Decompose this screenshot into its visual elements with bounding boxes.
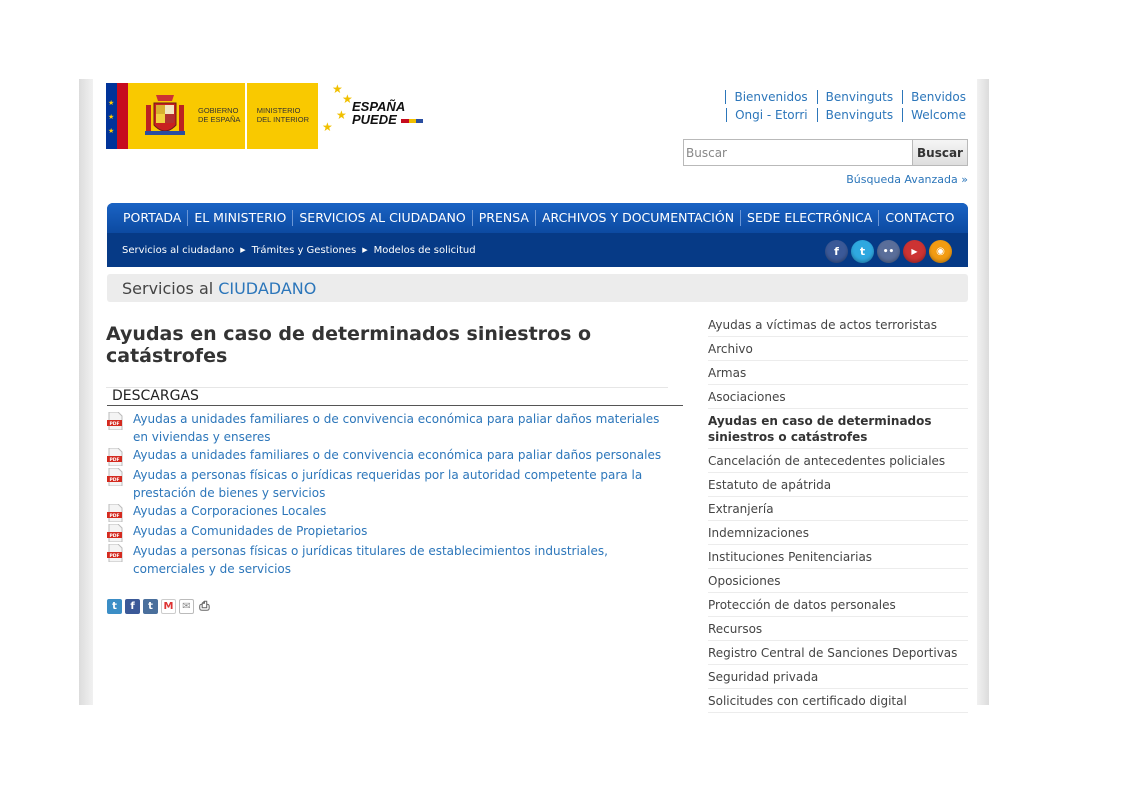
svg-text:PDF: PDF [109,534,120,539]
download-item [107,466,667,502]
nav-item-contacto[interactable]: CONTACTO [878,210,960,226]
lang-link-en[interactable]: Welcome [902,108,966,122]
download-link[interactable]: Ayudas a personas físicas o jurídicas titulares de establecimientos industriales, comerciales y de servicios [133,544,608,576]
sidebar-item[interactable]: Oposiciones [708,569,968,593]
gmail-share-icon[interactable]: M [161,599,176,614]
sidebar-item[interactable]: Estatuto de apátrida [708,473,968,497]
page-shadow-right [977,79,989,705]
download-link[interactable]: Ayudas a Corporaciones Locales [133,504,327,518]
breadcrumb-item[interactable]: Trámites y Gestiones [251,244,357,256]
sidebar-item[interactable]: Registro Central de Sanciones Deportivas [708,641,968,665]
facebook-share-icon[interactable]: f [125,599,140,614]
puede-line2: PUEDE [352,112,397,127]
pdf-icon [107,544,123,562]
espana-puede-logo[interactable]: ★ ★ ★ ★ ESPAÑA PUEDE [320,82,430,136]
pdf-icon [107,448,123,466]
pdf-icon [107,412,123,430]
tuenti-share-icon[interactable]: t [143,599,158,614]
download-item [107,502,667,522]
downloads-section [107,388,683,578]
search-form [683,139,968,166]
download-link[interactable]: Ayudas a personas físicas o jurídicas requeridas por la autoridad competente para la prestación de bienes y servicios [133,468,643,500]
twitter-icon[interactable]: t [851,240,874,263]
sidebar-item[interactable]: Protección de datos personales [708,593,968,617]
sidebar-item[interactable]: Recursos [708,617,968,641]
sidebar-item[interactable]: Seguridad privada [708,665,968,689]
page-shadow-left [79,79,93,705]
page-title: Ayudas en caso de determinados siniestros o catástrofes [106,323,668,388]
pdf-icon [107,468,123,486]
rss-icon[interactable]: ◉ [929,240,952,263]
breadcrumb-arrow-icon: ▶ [362,246,368,254]
sidebar-menu [708,313,968,713]
downloads-heading: DESCARGAS [107,388,683,406]
ministerio-block [247,83,318,149]
section-prefix: Servicios al [122,278,214,298]
nav-item-prensa[interactable]: PRENSA [472,210,535,226]
social-links [825,240,952,263]
section-bar [107,274,968,302]
breadcrumb-arrow-icon: ▶ [240,246,246,254]
svg-text:PDF: PDF [109,514,120,519]
download-item [107,410,667,446]
facebook-icon[interactable]: f [825,240,848,263]
coat-of-arms-icon [144,93,186,139]
breadcrumb [107,233,968,267]
nav-item-ministerio[interactable]: EL MINISTERIO [187,210,292,226]
lang-link-ca[interactable]: Benvinguts [817,90,893,104]
download-item [107,522,667,542]
sidebar-item[interactable]: Extranjería [708,497,968,521]
main-nav [107,203,968,267]
lang-link-eu[interactable]: Ongi - Etorri [726,108,808,122]
lang-link-va[interactable]: Benvinguts [817,108,893,122]
pdf-icon [107,504,123,522]
download-link[interactable]: Ayudas a Comunidades de Propietarios [133,524,368,538]
youtube-icon[interactable]: ▶ [903,240,926,263]
download-item [107,446,667,466]
download-link[interactable]: Ayudas a unidades familiares o de convivencia económica para paliar daños personales [133,448,662,462]
print-icon[interactable]: ⎙ [197,599,212,614]
breadcrumb-item[interactable]: Modelos de solicitud [373,244,476,256]
gobierno-text: GOBIERNO DE ESPAÑA [198,106,241,124]
lang-link-es[interactable]: Bienvenidos [725,90,807,104]
twitter-share-icon[interactable]: t [107,599,122,614]
ministerio-text: MINISTERIO DEL INTERIOR [256,106,309,124]
sidebar-item[interactable]: Archivo [708,337,968,361]
nav-item-archivos[interactable]: ARCHIVOS Y DOCUMENTACIÓN [535,210,740,226]
nav-item-sede[interactable]: SEDE ELECTRÓNICA [740,210,878,226]
breadcrumb-item[interactable]: Servicios al ciudadano [122,244,235,256]
svg-text:PDF: PDF [109,422,120,427]
flag-strip: ★ ★ ★ [106,83,128,149]
svg-text:PDF: PDF [109,554,120,559]
search-input[interactable] [683,139,913,166]
nav-item-servicios[interactable]: SERVICIOS AL CIUDADANO [292,210,471,226]
sidebar-item[interactable]: Indemnizaciones [708,521,968,545]
sidebar-item[interactable]: Instituciones Penitenciarias [708,545,968,569]
sidebar-item[interactable]: Armas [708,361,968,385]
sidebar-item[interactable]: Ayudas en caso de determinados siniestros o catástrofes [708,409,968,449]
gobierno-block [128,83,245,149]
share-bar [107,599,212,614]
svg-text:PDF: PDF [109,458,120,463]
advanced-search-link[interactable]: Búsqueda Avanzada » [846,173,968,186]
email-share-icon[interactable]: ✉ [179,599,194,614]
nav-menu [107,203,968,233]
svg-text:PDF: PDF [109,478,120,483]
sidebar-item[interactable]: Cancelación de antecedentes policiales [708,449,968,473]
sidebar-item[interactable]: Solicitudes con certificado digital [708,689,968,713]
downloads-list [107,410,667,578]
sidebar-item[interactable]: Ayudas a víctimas de actos terroristas [708,313,968,337]
puede-line1: ESPAÑA [352,99,406,114]
language-links [726,88,966,124]
section-highlight: CIUDADANO [218,278,317,298]
download-link[interactable]: Ayudas a unidades familiares o de convivencia económica para paliar daños materiales en viviendas y enseres [133,412,660,444]
pdf-icon [107,524,123,542]
language-row [726,106,966,124]
flickr-icon[interactable]: •• [877,240,900,263]
sidebar-item[interactable]: Asociaciones [708,385,968,409]
lang-link-gl[interactable]: Benvidos [902,90,966,104]
gobierno-logo[interactable] [106,83,318,149]
search-button[interactable]: Buscar [913,139,968,166]
download-item [107,542,667,578]
language-row [726,88,966,106]
puede-bars [401,119,423,123]
nav-item-portada[interactable]: PORTADA [123,210,182,225]
